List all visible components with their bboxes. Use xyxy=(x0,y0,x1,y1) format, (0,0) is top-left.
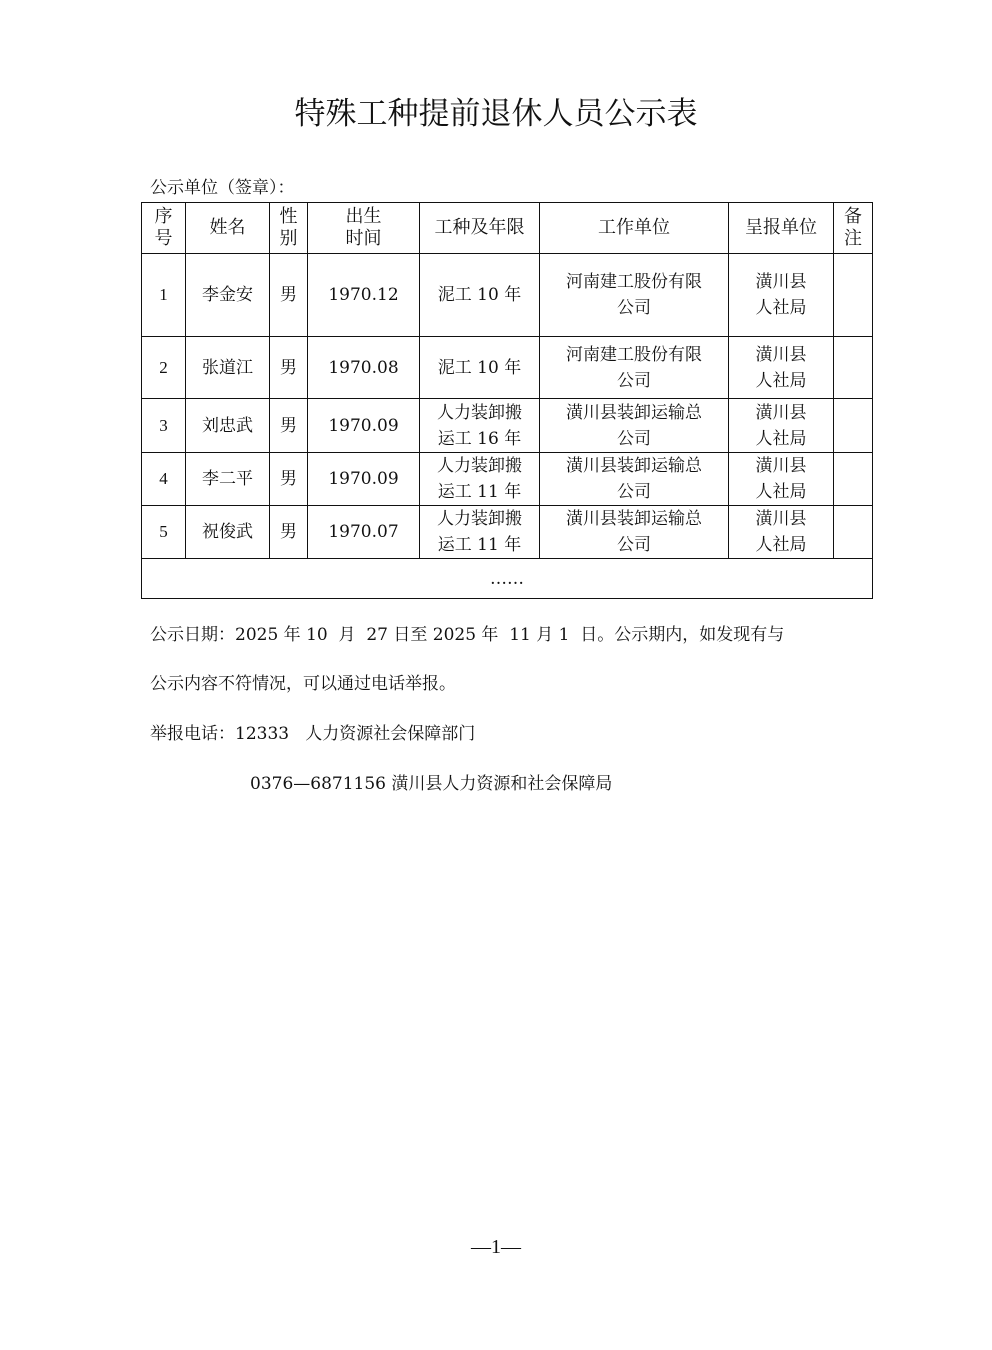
cell-employer: 河南建工股份有限 公司 xyxy=(540,254,729,337)
cell-employer: 潢川县装卸运输总 公司 xyxy=(540,506,729,559)
header-seq: 序 号 xyxy=(142,203,186,254)
header-note: 备 注 xyxy=(834,203,873,254)
retiree-table xyxy=(141,202,873,599)
cell-reporter: 潢川县 人社局 xyxy=(729,399,834,453)
header-birth: 出生 时间 xyxy=(308,203,420,254)
table-row xyxy=(142,337,873,399)
cell-job: 人力装卸搬 运工 16 年 xyxy=(420,399,540,453)
notice-period-text-continued: 公示内容不符情况，可以通过电话举报。 xyxy=(150,674,456,694)
publishing-unit-label: 公示单位（签章）： xyxy=(150,178,295,198)
cell-name: 李二平 xyxy=(186,453,270,506)
hotline-local: 0376—6871156 潢川县人力资源和社会保障局 xyxy=(250,774,613,794)
cell-name: 李金安 xyxy=(186,254,270,337)
document-title: 特殊工种提前退休人员公示表 xyxy=(294,96,698,132)
cell-reporter: 潢川县 人社局 xyxy=(729,506,834,559)
cell-reporter: 潢川县 人社局 xyxy=(729,337,834,399)
cell-name: 张道江 xyxy=(186,337,270,399)
table-continuation-row xyxy=(142,559,873,599)
cell-gender: 男 xyxy=(270,337,308,399)
cell-birth: 1970.08 xyxy=(308,337,420,399)
cell-job: 人力装卸搬 运工 11 年 xyxy=(420,453,540,506)
cell-note xyxy=(834,337,873,399)
table-row xyxy=(142,506,873,559)
table-row xyxy=(142,453,873,506)
continuation-ellipsis: …… xyxy=(142,559,873,599)
cell-note xyxy=(834,399,873,453)
cell-name: 刘忠武 xyxy=(186,399,270,453)
cell-seq: 5 xyxy=(142,506,186,559)
cell-gender: 男 xyxy=(270,254,308,337)
cell-note xyxy=(834,453,873,506)
cell-gender: 男 xyxy=(270,506,308,559)
cell-seq: 1 xyxy=(142,254,186,337)
cell-employer: 河南建工股份有限 公司 xyxy=(540,337,729,399)
header-employer: 工作单位 xyxy=(540,203,729,254)
cell-gender: 男 xyxy=(270,399,308,453)
header-gender: 性 别 xyxy=(270,203,308,254)
cell-job: 泥工 10 年 xyxy=(420,337,540,399)
cell-birth: 1970.12 xyxy=(308,254,420,337)
cell-name: 祝俊武 xyxy=(186,506,270,559)
table-header-row xyxy=(142,203,873,254)
cell-seq: 4 xyxy=(142,453,186,506)
page-number: —1— xyxy=(471,1236,521,1258)
table-row xyxy=(142,254,873,337)
cell-birth: 1970.09 xyxy=(308,453,420,506)
cell-seq: 2 xyxy=(142,337,186,399)
header-name: 姓名 xyxy=(186,203,270,254)
cell-job: 人力装卸搬 运工 11 年 xyxy=(420,506,540,559)
cell-gender: 男 xyxy=(270,453,308,506)
header-reporter: 呈报单位 xyxy=(729,203,834,254)
notice-period-text: 公示日期：2025 年 10 月 27 日至 2025 年 11 月 1 日。公示期内，如发现有与 xyxy=(150,625,785,645)
cell-employer: 潢川县装卸运输总 公司 xyxy=(540,399,729,453)
hotline-national: 举报电话：12333 人力资源社会保障部门 xyxy=(150,724,476,744)
cell-seq: 3 xyxy=(142,399,186,453)
cell-birth: 1970.07 xyxy=(308,506,420,559)
header-job: 工种及年限 xyxy=(420,203,540,254)
table-row xyxy=(142,399,873,453)
cell-note xyxy=(834,254,873,337)
cell-job: 泥工 10 年 xyxy=(420,254,540,337)
cell-note xyxy=(834,506,873,559)
cell-reporter: 潢川县 人社局 xyxy=(729,254,834,337)
cell-birth: 1970.09 xyxy=(308,399,420,453)
cell-employer: 潢川县装卸运输总 公司 xyxy=(540,453,729,506)
cell-reporter: 潢川县 人社局 xyxy=(729,453,834,506)
